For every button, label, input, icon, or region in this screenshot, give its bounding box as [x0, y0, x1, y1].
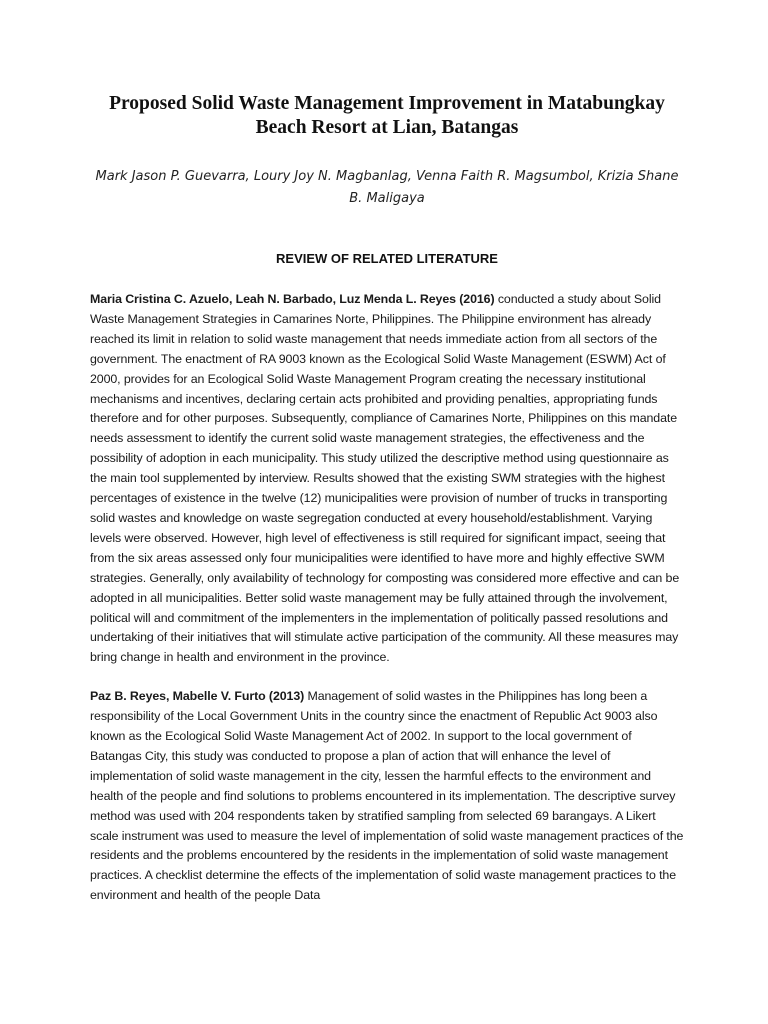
- literature-paragraph-1: [90, 290, 684, 668]
- author-list: Mark Jason P. Guevarra, Loury Joy N. Magbanlag, Venna Faith R. Magsumbol, Krizia Shane B. Maligaya: [95, 169, 679, 206]
- paragraph-citation: Paz B. Reyes, Mabelle V. Furto (2013): [90, 689, 305, 704]
- paper-title: Proposed Solid Waste Management Improvement in Matabungkay Beach Resort at Lian, Batangas: [109, 93, 665, 138]
- paragraph-body: Management of solid wastes in the Philippines has long been a responsibility of the Local Government Units in the country since the enactment of Republic Act 9003 also known as the Ecological Solid Waste Management Act of 2002. In support to the local government of Batangas City, this study was conducted to propose a plan of action that will enhance the level of implementation of solid waste management in the city, lessen the harmful effects to the environment and health of the people and find solutions to problems encountered in its implementation. The descriptive survey method was used with 204 respondents taken by stratified sampling from selected 69 barangays. A Likert scale instrument was used to measure the level of implementation of solid waste management practices of the residents and the problems encountered by the residents in the implementation of solid waste management practices. A checklist determine the effects of the implementation of solid waste management practices to the environment and health of the people Data: [90, 689, 684, 903]
- literature-paragraph-2: [90, 687, 684, 906]
- paragraph-body: conducted a study about Solid Waste Management Strategies in Camarines Norte, Philippines. The Philippine environment has already reached its limit in relation to solid waste management that needs immediate action from all sectors of the government. The enactment of RA 9003 known as the Ecological Solid Waste Management (ESWM) Act of 2000, provides for an Ecological Solid Waste Management Program creating the necessary institutional mechanisms and incentives, declaring certain acts prohibited and providing penalties, appropriating funds therefore and for other purposes. Subsequently, compliance of Camarines Norte, Philippines on this mandate needs assessment to identify the current solid waste management strategies, the effectiveness and the possibility of adoption in each municipality. This study utilized the descriptive method using questionnaire as the main tool supplemented by interview. Results showed that the existing SWM strategies with the highest percentages of existence in the twelve (12) municipalities were provision of number of trucks in transporting solid wastes and knowledge on waste segregation conducted at every household/establishment. Varying levels were observed. However, high level of effectiveness is still required for significant impact, seeing that from the six areas assessed only four municipalities were identified to have more and highly effective SWM strategies. Generally, only availability of technology for composting was considered more effective and can be adopted in all municipalities. Better solid waste management may be fully attained through the involvement, political will and commitment of the implementers in the implementation of politically passed resolutions and undertaking of their initiatives that will stimulate active participation of the community. All these measures may bring change in health and environment in the province.: [90, 292, 680, 665]
- paragraph-citation: Maria Cristina C. Azuelo, Leah N. Barbado, Luz Menda L. Reyes (2016): [90, 292, 495, 306]
- section-heading: REVIEW OF RELATED LITERATURE: [276, 251, 498, 266]
